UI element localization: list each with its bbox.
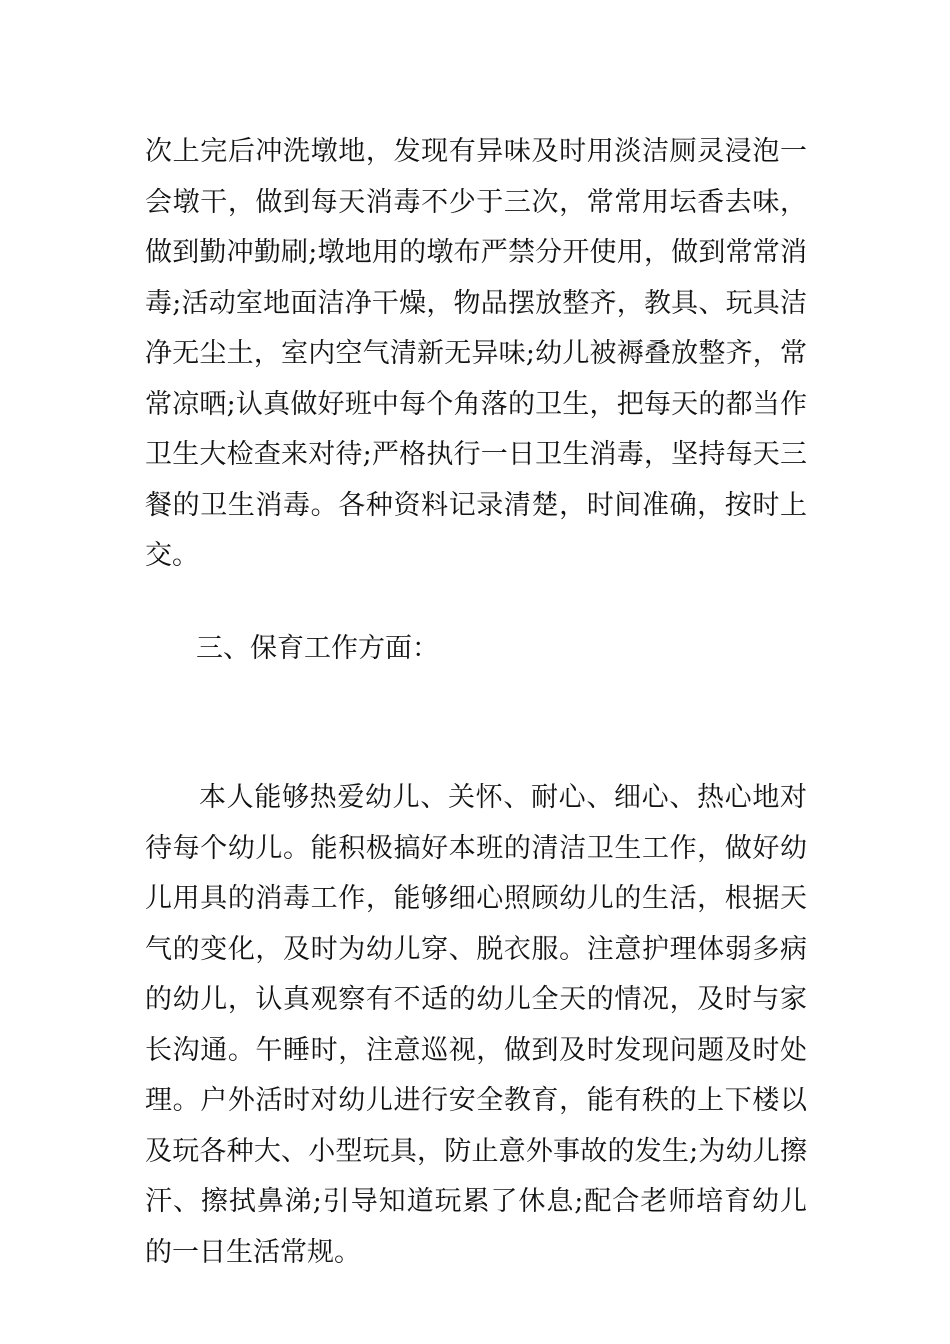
paragraph-hygiene: 次上完后冲洗墩地，发现有异味及时用淡洁厕灵浸泡一会墩干，做到每天消毒不少于三次，常常用坛香去味，做到勤冲勤刷;墩地用的墩布严禁分开使用，做到常常消毒;活动室地面洁净干燥，物品摆放整齐，教具、玩具洁净无尘土，室内空气清新无异味;幼儿被褥叠放整齐，常常凉晒;认真做好班中每个角落的卫生，把每天的都当作卫生大检查来对待;严格执行一日卫生消毒，坚持每天三餐的卫生消毒。各种资料记录清楚，时间准确，按时上交。 xyxy=(145,136,807,571)
section-heading-childcare: 三、保育工作方面： xyxy=(196,633,439,664)
paragraph-childcare: 本人能够热爱幼儿、关怀、耐心、细心、热心地对待每个幼儿。能积极搞好本班的清洁卫生工作，做好幼儿用具的消毒工作，能够细心照顾幼儿的生活，根据天气的变化，及时为幼儿穿、脱衣服。注意护理体弱多病的幼儿，认真观察有不适的幼儿全天的情况，及时与家长沟通。午睡时，注意巡视，做到及时发现问题及时处理。户外活时对幼儿进行安全教育，能有秩的上下楼以及玩各种大、小型玩具，防止意外事故的发生;为幼儿擦汗、擦拭鼻涕;引导知道玩累了休息;配合老师培育幼儿的一日生活常规。 xyxy=(145,782,807,1268)
